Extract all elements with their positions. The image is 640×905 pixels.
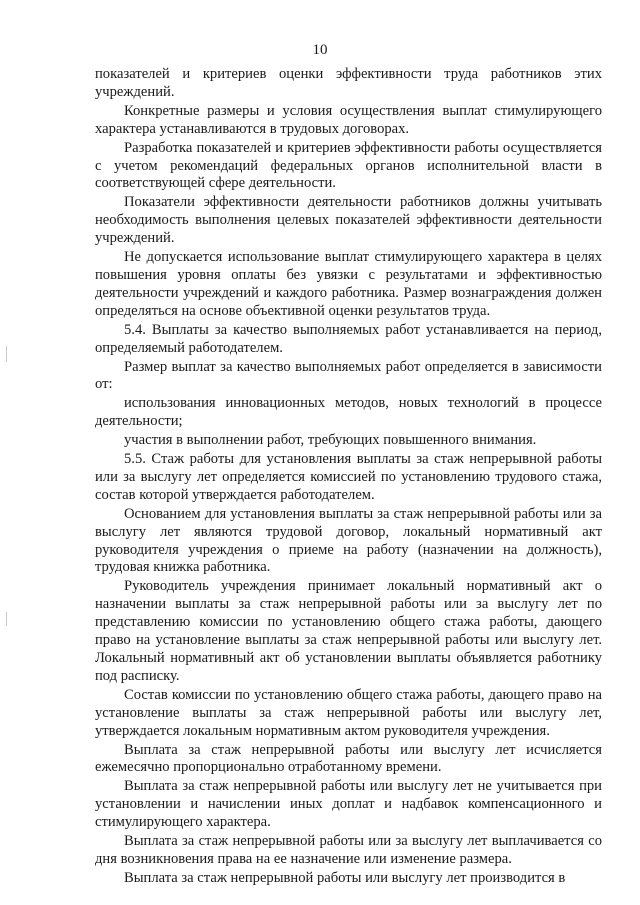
paragraph: Выплата за стаж непрерывной работы или выслугу лет не учитывается при установлении и начислении иных доплат и надбавок компенсационного и стимулирующего характера.: [95, 778, 602, 831]
paragraph: Выплата за стаж непрерывной работы или выслугу лет производится в: [124, 869, 566, 886]
paragraph: показателей и критериев оценки эффективности труда работников этих учреждений.: [95, 66, 602, 100]
paragraph: Не допускается использование выплат стимулирующего характера в целях повышения уровня оплаты без увязки с результатами и эффективностью деятельности учреждений и каждого работника. Размер вознаграждения должен определяться на основе объективной оценки результатов труда.: [95, 249, 602, 319]
paragraph: Состав комиссии по установлению общего стажа работы, дающего право на установление выплаты за стаж непрерывной работы или выслугу лет, утверждается локальным нормативным актом руководителя учреждения.: [95, 686, 602, 739]
paragraph: Выплата за стаж непрерывной работы или за выслугу лет выплачивается со дня возникновения права на ее назначение или изменение размера.: [95, 833, 602, 867]
paragraph: использования инновационных методов, новых технологий в процессе деятельности;: [95, 395, 602, 430]
paragraph: Конкретные размеры и условия осуществления выплат стимулирующего характера устанавливаются в трудовых договорах.: [95, 102, 602, 137]
paragraph: участия в выполнении работ, требующих повышенного внимания.: [124, 432, 537, 449]
paragraph: 5.5. Стаж работы для установления выплаты за стаж непрерывной работы или за выслугу лет определяется комиссией по установлению трудового стажа, состав которой утверждается работодателем.: [95, 451, 602, 503]
scan-margin-mark: [6, 346, 7, 362]
paragraph: Руководитель учреждения принимает локальный нормативный акт о назначении выплаты за стаж непрерывной работы или за выслугу лет по представлению комиссии по установлению общего стажа работы, дающего право на установление выплаты за стаж непрерывной работы или выслугу лет. Локальный нормативный акт об установлении выплаты объявляется работнику под расписку.: [95, 578, 602, 684]
paragraph: Разработка показателей и критериев эффективности работы осуществляется с учетом рекомендаций федеральных органов исполнительной власти в соответствующей сфере деятельности.: [95, 139, 602, 192]
scan-margin-mark: [6, 612, 7, 626]
page-number: 10: [312, 42, 328, 58]
paragraph: 5.4. Выплаты за качество выполняемых работ устанавливается на период, определяемый работодателем.: [95, 321, 602, 356]
document-body: [95, 66, 602, 888]
paragraph: Показатели эффективности деятельности работников должны учитывать необходимость выполнения целевых показателей эффективности деятельности учреждений.: [95, 194, 602, 247]
paragraph: Основанием для установления выплаты за стаж непрерывной работы или за выслугу лет являются трудовой договор, локальный нормативный акт руководителя учреждения о приеме на работу (назначении на должность), трудовая книжка работника.: [95, 505, 602, 576]
paragraph: Выплата за стаж непрерывной работы или выслугу лет исчисляется ежемесячно пропорционально отработанному времени.: [95, 741, 602, 776]
paragraph: Размер выплат за качество выполняемых работ определяется в зависимости от:: [95, 358, 602, 393]
